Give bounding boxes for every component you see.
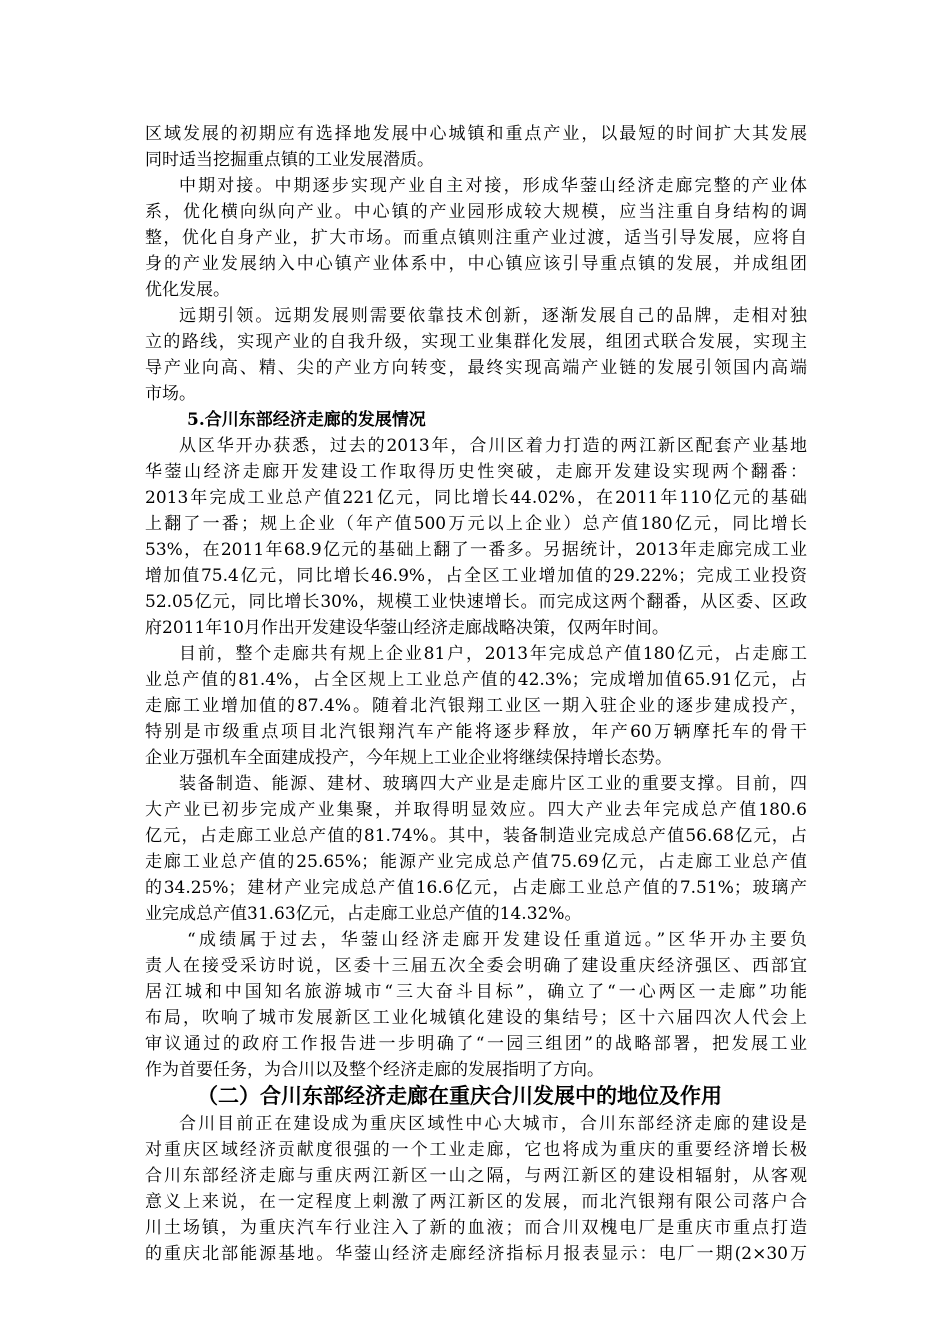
text-line: 华蓥山经济走廊开发建设工作取得历史性突破，走廊开发建设实现两个翻番： <box>145 462 807 482</box>
text-line: 的重庆北部能源基地。华蓥山经济走廊经济指标月报表显示：电厂一期(2×30万 <box>145 1244 807 1264</box>
text-line: 合川目前正在建设成为重庆区域性中心大城市，合川东部经济走廊的建设是 <box>179 1114 807 1134</box>
text-line: 系，优化横向纵向产业。中心镇的产业园形成较大规模，应当注重自身结构的调 <box>145 202 807 222</box>
text-line: 中期对接。中期逐步实现产业自主对接，形成华蓥山经济走廊完整的产业体 <box>179 176 807 196</box>
text-line: 优化发展。 <box>145 280 230 300</box>
text-line: 走廊工业增加值的87.4%。随着北汽银翔工业区一期入驻企业的逐步建成投产， <box>145 696 807 716</box>
text-line: 立的路线，实现产业的自我升级，实现工业集群化发展，组团式联合发展，实现主 <box>145 332 807 352</box>
text-line: 布局，吹响了城市发展新区工业化城镇化建设的集结号；区十六届四次人代会上 <box>145 1008 807 1028</box>
text-line: 合川东部经济走廊与重庆两江新区一山之隔，与两江新区的建设相辐射，从客观 <box>145 1166 807 1186</box>
text-line: 远期引领。远期发展则需要依靠技术创新，逐渐发展自己的品牌，走相对独 <box>179 306 807 326</box>
text-line: 区域发展的初期应有选择地发展中心城镇和重点产业，以最短的时间扩大其发展 <box>145 124 807 144</box>
text-line: 审议通过的政府工作报告进一步明确了“一园三组团”的战略部署，把发展工业 <box>145 1034 807 1054</box>
text-line: 整，优化自身产业，扩大市场。而重点镇则注重产业过渡，适当引导发展，应将自 <box>145 228 807 248</box>
text-line: 导产业向高、精、尖的产业方向转变，最终实现高端产业链的发展引领国内高端 <box>145 358 807 378</box>
text-line: 53%，在2011年68.9亿元的基础上翻了一番多。另据统计，2013年走廊完成工业 <box>145 540 807 560</box>
text-line: 目前，整个走廊共有规上企业81户，2013年完成总产值180亿元，占走廊工 <box>179 644 807 664</box>
text-line: 对重庆区域经济贡献度很强的一个工业走廊，它也将成为重庆的重要经济增长极 <box>145 1140 807 1160</box>
text-line <box>145 1268 807 1292</box>
text-line: 52.05亿元，同比增长30%，规模工业快速增长。而完成这两个翻番，从区委、区政 <box>145 592 807 612</box>
text-line: 装备制造、能源、建材、玻璃四大产业是走廊片区工业的重要支撑。目前，四 <box>179 774 807 794</box>
section-heading: 5.合川东部经济走廊的发展情况 <box>187 410 426 430</box>
text-line: 川土场镇，为重庆汽车行业注入了新的血液；而合川双槐电厂是重庆市重点打造 <box>145 1218 807 1238</box>
text-line: 身的产业发展纳入中心镇产业体系中，中心镇应该引导重点镇的发展，并成组团 <box>145 254 807 274</box>
chapter-heading: （二）合川东部经济走廊在重庆合川发展中的地位及作用 <box>197 1083 722 1108</box>
text-line: 增加值75.4亿元，同比增长46.9%，占全区工业增加值的29.22%；完成工业投资 <box>145 566 807 586</box>
text-line: 亿元，占走廊工业总产值的81.74%。其中，装备制造业完成总产值56.68亿元，占 <box>145 826 807 846</box>
text-line: 上翻了一番；规上企业（年产值500万元以上企业）总产值180亿元，同比增长 <box>145 514 807 534</box>
text-line: 特别是市级重点项目北汽银翔汽车产能将逐步释放，年产60万辆摩托车的骨干 <box>145 722 807 742</box>
text-line: 大产业已初步完成产业集聚，并取得明显效应。四大产业去年完成总产值180.6 <box>145 800 807 820</box>
text-line: 走廊工业总产值的25.65%；能源产业完成总产值75.69亿元，占走廊工业总产值 <box>145 852 807 872</box>
text-line: 业完成总产值31.63亿元，占走廊工业总产值的14.32%。 <box>145 904 582 924</box>
text-line: 2013年完成工业总产值221亿元，同比增长44.02%，在2011年110亿元的基础 <box>145 488 807 508</box>
text-line: 府2011年10月作出开发建设华蓥山经济走廊战略决策，仅两年时间。 <box>145 618 669 638</box>
text-line: 责人在接受采访时说，区委十三届五次全委会明确了建设重庆经济强区、西部宜 <box>145 956 807 976</box>
text-line: 意义上来说，在一定程度上刺激了两江新区的发展，而北汽银翔有限公司落户合 <box>145 1192 807 1212</box>
text-line: “成绩属于过去，华蓥山经济走廊开发建设任重道远。”区华开办主要负 <box>187 930 807 950</box>
text-line: 企业万强机车全面建成投产，今年规上工业企业将继续保持增长态势。 <box>145 748 672 768</box>
text-line: 的34.25%；建材产业完成总产值16.6亿元，占走廊工业总产值的7.51%；玻璃产 <box>145 878 807 898</box>
text-line: 居江城和中国知名旅游城市“三大奋斗目标”，确立了“一心两区一走廊”功能 <box>145 982 807 1002</box>
text-line: 从区华开办获悉，过去的2013年，合川区着力打造的两江新区配套产业基地 <box>179 436 807 456</box>
text-line: 作为首要任务，为合川以及整个经济走廊的发展指明了方向。 <box>145 1060 604 1080</box>
text-line: 市场。 <box>145 384 196 404</box>
text-line: 同时适当挖掘重点镇的工业发展潜质。 <box>145 150 434 170</box>
text-line: 业总产值的81.4%，占全区规上工业总产值的42.3%；完成增加值65.91亿元，占 <box>145 670 807 690</box>
